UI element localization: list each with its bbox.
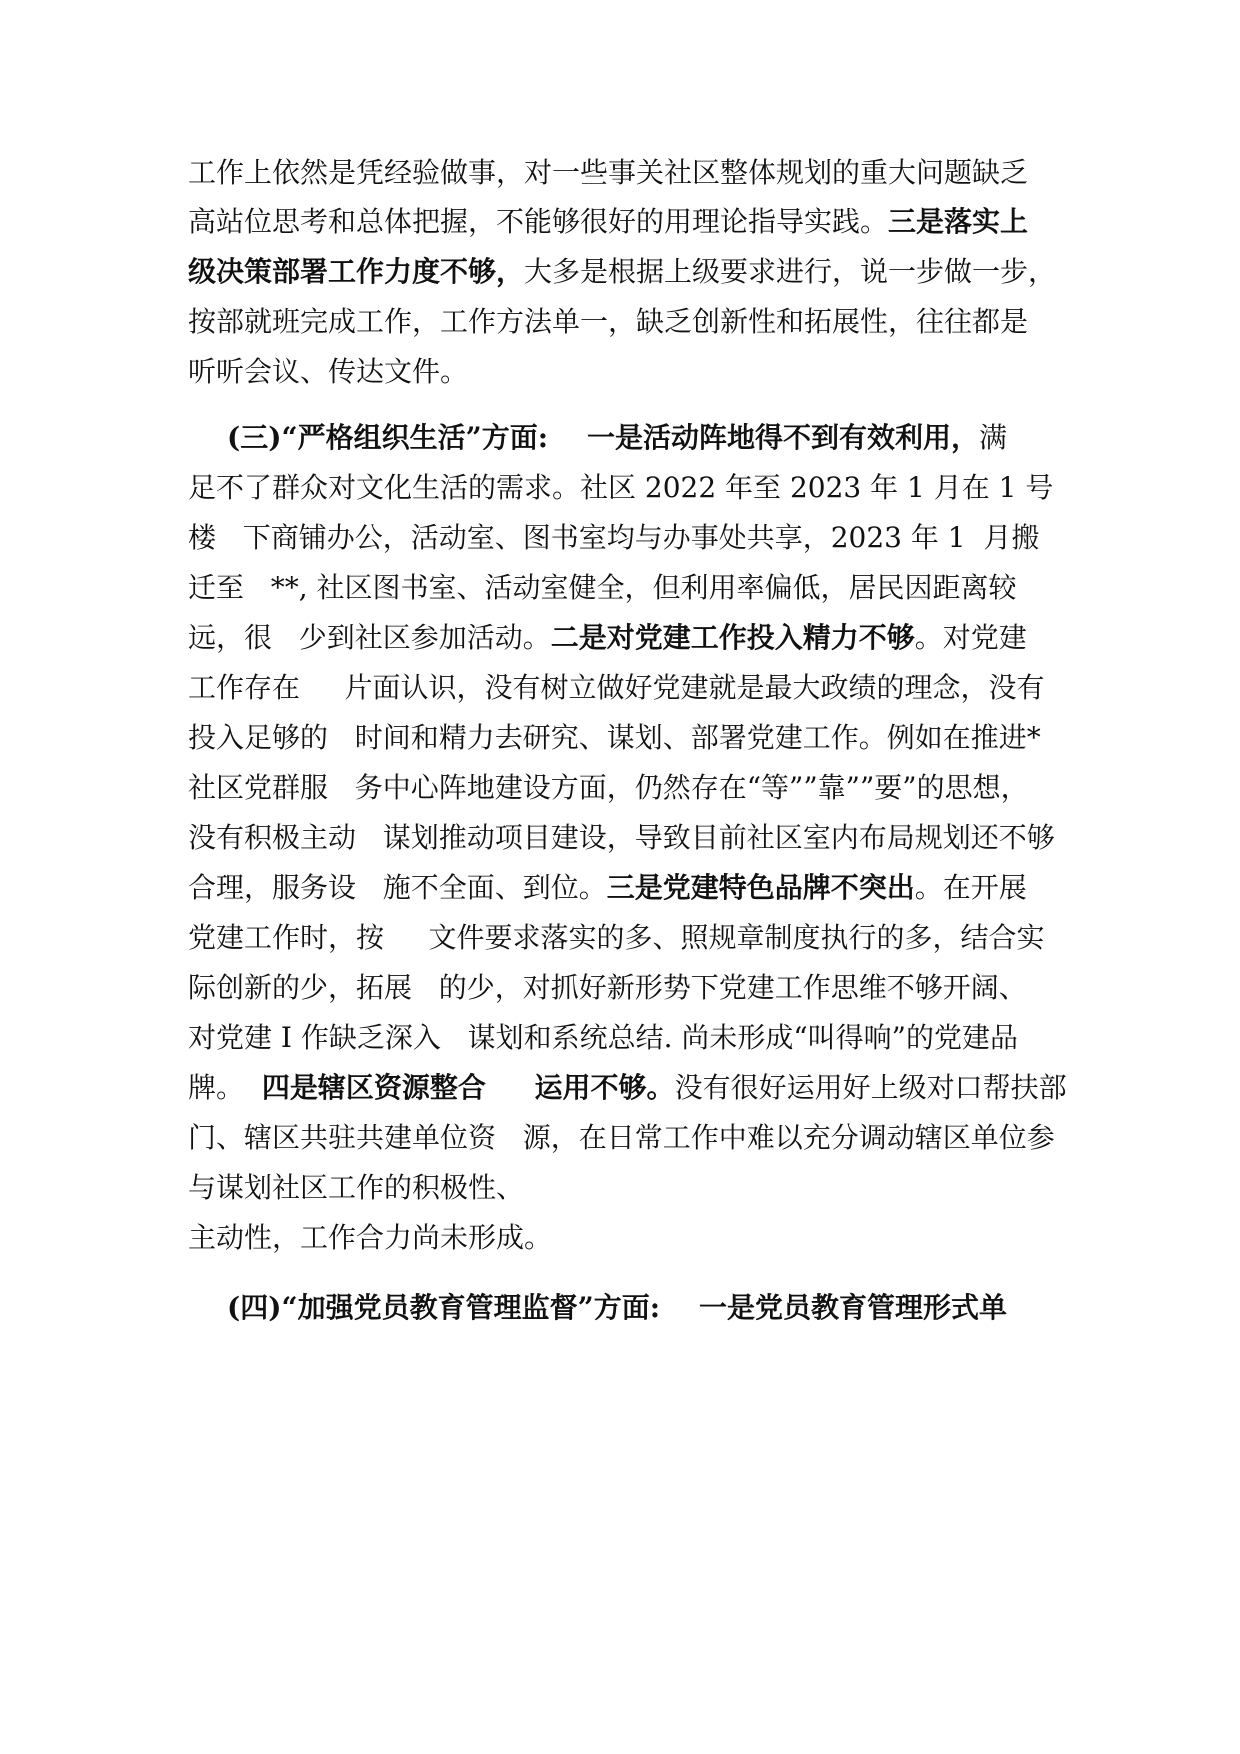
text-run: 远，很 少到社区参加活动。: [188, 621, 551, 654]
bold-text-run: 三是党建特色品牌不突出: [606, 871, 915, 904]
text-run: 满: [979, 421, 1008, 454]
text-line: [188, 870, 1027, 906]
text-run: 。对党建: [914, 621, 1027, 654]
text-run: 高站位思考和总体把握，不能够很好的用理论指导实践。: [188, 205, 889, 238]
text-run: 主动性，工作合力尚未形成。: [188, 1221, 553, 1254]
text-line: [188, 1220, 552, 1256]
text-line: [188, 204, 1028, 240]
text-run: 没有很好运用好上级对口帮扶部: [674, 1071, 1067, 1104]
text-line: [188, 155, 1028, 191]
text-line: [188, 570, 1017, 606]
text-line: [188, 420, 1007, 456]
text-line: [188, 920, 1045, 956]
text-run: 按部就班完成工作，工作方法单一，缺乏创新性和拓展性，往往都是: [188, 305, 1029, 338]
text-line: [188, 354, 468, 390]
text-run: 迁至 **, 社区图书室、活动室健全，但利用率偏低，居民因距离较: [188, 571, 1017, 604]
text-line: [188, 970, 1027, 1006]
text-line: [188, 1120, 1055, 1156]
bold-text-run: 四是辖区资源整合 运用不够。: [261, 1071, 675, 1104]
text-line: [188, 720, 1041, 756]
text-line: [188, 520, 1039, 556]
text-run: 没有积极主动 谋划推动项目建设，导致目前社区室内布局规划还不够: [188, 821, 1055, 854]
text-line: [188, 620, 1027, 656]
bold-text-run: 级决策部署工作力度不够，: [188, 255, 525, 288]
text-run: 听听会议、传达文件。: [188, 355, 469, 388]
text-run: 工作上依然是凭经验做事，对一些事关社区整体规划的重大问题缺乏: [188, 156, 1029, 189]
bold-text-run: 三是落实上: [888, 205, 1029, 238]
text-line: [188, 470, 1053, 506]
text-run: 足不了群众对文化生活的需求。社区 2022 年至 2023 年 1 月在 1 号: [188, 471, 1054, 504]
text-run: 社区党群服 务中心阵地建设方面，仍然存在“等””靠””要”的思想，: [188, 771, 1029, 804]
text-run: 际创新的少，拓展 的少，对抓好新形势下党建工作思维不够开阔、: [188, 971, 1027, 1004]
text-run: 工作存在 片面认识，没有树立做好党建就是最大政绩的理念，没有: [188, 671, 1045, 704]
text-run: 与谋划社区工作的积极性、: [188, 1171, 525, 1204]
text-line: [188, 1290, 1007, 1326]
text-line: [188, 670, 1045, 706]
text-run: 合理，服务设 施不全面、到位。: [188, 871, 607, 904]
text-run: 对党建 I 作缺乏深入 谋划和系统总结. 尚未形成“叫得响”的党建品: [188, 1021, 1018, 1054]
text-line: [188, 820, 1055, 856]
text-run: 党建工作时，按 文件要求落实的多、照规章制度执行的多，结合实: [188, 921, 1045, 954]
text-run: 。在开展: [914, 871, 1027, 904]
text-line: [188, 304, 1028, 340]
text-run: 楼 下商铺办公，活动室、图书室均与办事处共享，2023 年 1 月搬: [188, 521, 1040, 554]
text-run: 门、辖区共驻共建单位资 源，在日常工作中难以充分调动辖区单位参: [188, 1121, 1055, 1154]
bold-text-run: (三)“严格组织生活”方面: 一是活动阵地得不到有效利用，: [188, 421, 980, 454]
text-line: [188, 254, 1056, 290]
text-line: [188, 1020, 1018, 1056]
text-run: 牌。: [188, 1071, 262, 1104]
text-line: [188, 1070, 1067, 1106]
text-line: [188, 1170, 524, 1206]
bold-text-run: (四)“加强党员教育管理监督”方面: 一是党员教育管理形式单: [188, 1291, 1008, 1324]
text-run: 投入足够的 时间和精力去研究、谋划、部署党建工作。例如在推进*: [188, 721, 1041, 754]
bold-text-run: 二是对党建工作投入精力不够: [550, 621, 915, 654]
text-run: 大多是根据上级要求进行，说一步做一步，: [524, 255, 1057, 288]
text-line: [188, 770, 1029, 806]
